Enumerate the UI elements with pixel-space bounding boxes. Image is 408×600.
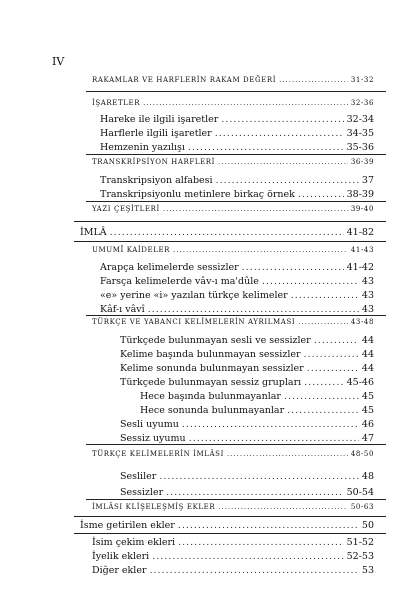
dot-leader [298, 318, 348, 326]
toc-entry-title: RAKAMLAR VE HARFLERİN RAKAM DEĞERİ [92, 76, 277, 84]
dot-leader [216, 175, 359, 186]
toc-entry-page: 43 [361, 290, 374, 301]
dot-leader [143, 99, 348, 107]
dot-leader [178, 520, 359, 531]
section-divider [74, 241, 386, 242]
toc-entry [92, 565, 374, 576]
dot-leader [189, 433, 359, 444]
toc-entry-title: TRANSKRİPSİYON HARFLERİ [92, 158, 216, 166]
dot-leader [188, 142, 344, 153]
toc-entry-title: Sesli uyumu [120, 419, 179, 430]
dot-leader [182, 419, 359, 430]
toc-entry-page: 43-48 [350, 318, 374, 326]
dot-leader [284, 391, 359, 402]
toc-entry [92, 551, 374, 562]
toc-entry [100, 304, 374, 315]
toc-entry-page: 44 [361, 335, 374, 346]
dot-leader [150, 565, 359, 576]
dot-leader [178, 537, 344, 548]
toc-entry-page: 41-42 [346, 262, 374, 273]
toc-entry-page: 52-53 [346, 551, 374, 562]
dot-leader [148, 304, 359, 315]
toc-entry [100, 276, 374, 287]
toc-entry-title: «e» yerine «i» yazılan türkçe kelimeler [100, 290, 288, 301]
dot-leader [218, 503, 348, 511]
toc-entry-title: Arapça kelimelerde sessizler [100, 262, 239, 273]
dot-leader [215, 128, 344, 139]
dot-leader [287, 405, 359, 416]
toc-entry-title: TÜRKÇE KELİMELERİN İMLÂSI [92, 450, 224, 458]
section-divider [86, 315, 386, 316]
toc-entry-page: 41-82 [346, 227, 374, 238]
toc-entry-page: 44 [361, 349, 374, 360]
toc-entry-title: İMLÂSI KLİŞELEŞMİŞ EKLER [92, 503, 216, 511]
toc-entry-title: İyelik ekleri [92, 551, 150, 562]
toc-entry-page: 46 [361, 419, 374, 430]
toc-entry-title: Hareke ile ilgili işaretler [100, 114, 219, 125]
toc-entry-title: YAZI ÇEŞİTLERİ [92, 205, 160, 213]
toc-entry [120, 349, 374, 360]
toc-entry-page: 45 [361, 391, 374, 402]
toc-entry-title: İsme getirilen ekler [80, 520, 175, 531]
toc-entry-title: Hece sonunda bulunmayanlar [140, 405, 285, 416]
toc-entry [100, 290, 374, 301]
toc-entry-title: Farsça kelimelerde vâv-ı ma'dûle [100, 276, 259, 287]
toc-entry [120, 335, 374, 346]
toc-entry [120, 363, 374, 374]
dot-leader [242, 262, 344, 273]
toc-entry [120, 433, 374, 444]
section-divider [74, 533, 386, 534]
toc-entry [92, 76, 374, 84]
toc-entry-page: 31-32 [350, 76, 374, 84]
dot-leader [291, 290, 359, 301]
toc-entry-title: Hemzenin yazılışı [100, 142, 185, 153]
toc-entry [100, 114, 374, 125]
dot-leader [218, 158, 348, 166]
toc-entry-page: 43 [361, 304, 374, 315]
toc-entry [100, 262, 374, 273]
toc-entry-page: 45 [361, 405, 374, 416]
toc-entry-page: 45-46 [346, 377, 374, 388]
toc-entry-title: Türkçede bulunmayan sessiz grupları [120, 377, 302, 388]
dot-leader [298, 189, 344, 200]
toc-entry-page: 38-39 [346, 189, 374, 200]
toc-entry-page: 44 [361, 363, 374, 374]
toc-entry [80, 520, 374, 531]
toc-entry-title: Hece başında bulunmayanlar [140, 391, 281, 402]
dot-leader [279, 76, 348, 84]
toc-entry-page: 36-39 [350, 158, 374, 166]
toc-entry-title: UMUMÎ KAİDELER [92, 246, 171, 254]
dot-leader [159, 471, 359, 482]
toc-entry [120, 471, 374, 482]
toc-entry-page: 37 [361, 175, 374, 186]
toc-entry-page: 50-54 [346, 487, 374, 498]
toc-entry-page: 32-36 [350, 99, 374, 107]
section-divider [86, 201, 386, 202]
toc-entry [92, 503, 374, 511]
dot-leader [166, 487, 343, 498]
toc-entry-page: 41-43 [350, 246, 374, 254]
toc-entry-page: 32-34 [346, 114, 374, 125]
toc-entry [92, 537, 374, 548]
toc-entry-title: İŞARETLER [92, 99, 141, 107]
dot-leader [307, 363, 359, 374]
dot-leader [262, 276, 359, 287]
toc-entry [92, 246, 374, 254]
toc-entry-title: Türkçede bulunmayan sesli ve sessizler [120, 335, 311, 346]
toc-entry [100, 175, 374, 186]
toc-entry-page: 51-52 [346, 537, 374, 548]
toc-entry-page: 43 [361, 276, 374, 287]
section-divider [74, 221, 386, 222]
page-number: IV [52, 55, 65, 68]
toc-entry [92, 450, 374, 458]
section-divider [74, 516, 386, 517]
toc-entry-title: Kelime sonunda bulunmayan sessizler [120, 363, 304, 374]
dot-leader [163, 205, 348, 213]
toc-entry-title: Sesliler [120, 471, 157, 482]
toc-entry-page: 47 [361, 433, 374, 444]
section-divider [86, 499, 386, 500]
toc-entry-page: 48 [361, 471, 374, 482]
toc-entry [100, 128, 374, 139]
toc-entry-title: Kelime başında bulunmayan sessizler [120, 349, 301, 360]
toc-entry-title: Transkripsiyon alfabesi [100, 175, 213, 186]
dot-leader [227, 450, 348, 458]
dot-leader [221, 114, 343, 125]
toc-entry-title: İMLÂ [80, 227, 107, 238]
toc-entry-page: 48-50 [350, 450, 374, 458]
toc-entry-title: TÜRKÇE VE YABANCI KELİMELERİN AYRILMASI [92, 318, 296, 326]
toc-entry-page: 35-36 [346, 142, 374, 153]
toc-entry-title: İsim çekim ekleri [92, 537, 176, 548]
toc-entry-title: Sessizler [120, 487, 164, 498]
toc-entry-page: 39-40 [350, 205, 374, 213]
toc-entry-title: Diğer ekler [92, 565, 147, 576]
toc-entry-title: Sessiz uyumu [120, 433, 186, 444]
toc-entry [92, 99, 374, 107]
toc-entry-page: 34-35 [346, 128, 374, 139]
toc-entry [100, 189, 374, 200]
toc-entry [92, 318, 374, 326]
dot-leader [304, 377, 343, 388]
toc-entry-page: 53 [361, 565, 374, 576]
toc-entry [140, 391, 374, 402]
dot-leader [304, 349, 359, 360]
toc-entry [120, 419, 374, 430]
dot-leader [173, 246, 348, 254]
dot-leader [152, 551, 343, 562]
toc-entry-title: Harflerle ilgili işaretler [100, 128, 212, 139]
toc-entry-title: Kâf-ı vâvî [100, 304, 145, 315]
section-divider [86, 154, 386, 155]
dot-leader [314, 335, 359, 346]
toc-entry [120, 377, 374, 388]
toc-entry-page: 50 [361, 520, 374, 531]
section-divider [86, 444, 386, 445]
toc-entry [100, 142, 374, 153]
toc-entry [80, 227, 374, 238]
toc-entry-title: Transkripsiyonlu metinlere birkaç örnek [100, 189, 295, 200]
section-divider [86, 91, 386, 92]
dot-leader [110, 227, 344, 238]
toc-entry-page: 50-63 [350, 503, 374, 511]
toc-entry [92, 205, 374, 213]
toc-entry [92, 158, 374, 166]
toc-entry [140, 405, 374, 416]
toc-entry [120, 487, 374, 498]
